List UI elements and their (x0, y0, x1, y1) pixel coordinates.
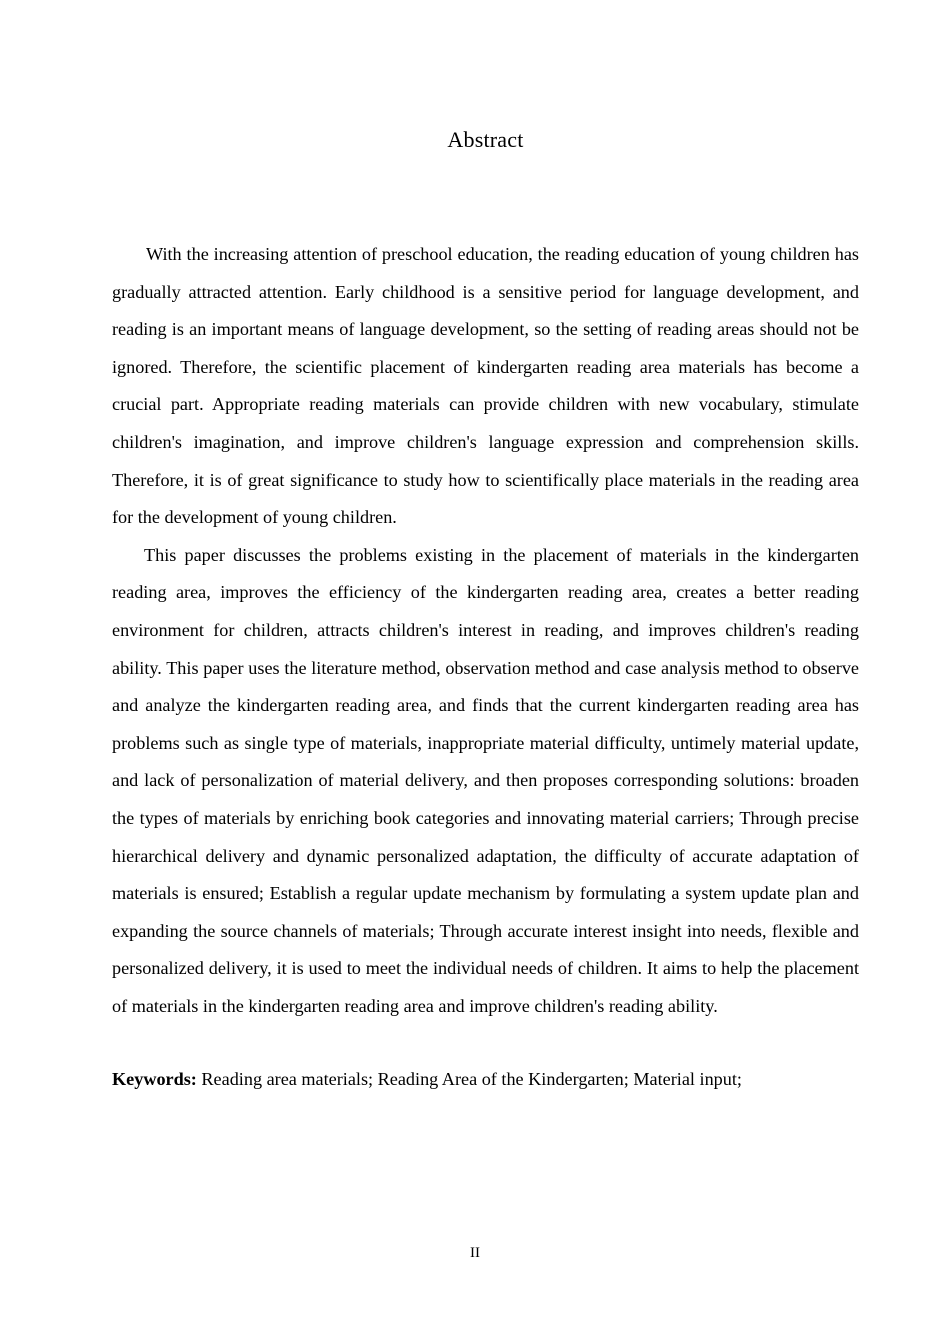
keywords-values: Reading area materials; Reading Area of the Kindergarten; Material input; (196, 1069, 742, 1090)
abstract-paragraph-2: This paper discusses the problems existing in the placement of materials in the kindergarten reading area, improves the efficiency of the kindergarten reading area, creates a better reading environment for children, attracts children's interest in reading, and improves children's reading ability. This paper uses the literature method, observation method and case analysis method to observe and analyze the kindergarten reading area, and finds that the current kindergarten reading area has problems such as single type of materials, inappropriate material difficulty, untimely material update, and lack of personalization of material delivery, and then proposes corresponding solutions: broaden the types of materials by enriching book categories and innovating material carriers; Through precise hierarchical delivery and dynamic personalized adaptation, the difficulty of accurate adaptation of materials is ensured; Establish a regular update mechanism by formulating a system update plan and expanding the source channels of materials; Through accurate interest insight into needs, flexible and personalized delivery, it is used to meet the individual needs of children. It aims to help the placement of materials in the kindergarten reading area and improve children's reading ability. (112, 544, 859, 1016)
abstract-body (112, 236, 859, 1099)
abstract-paragraph-1: With the increasing attention of preschool education, the reading education of young children has gradually attracted attention. Early childhood is a sensitive period for language development, and reading is an important means of language development, so the setting of reading areas should not be ignored. Therefore, the scientific placement of kindergarten reading area materials has become a crucial part. Appropriate reading materials can provide children with new vocabulary, stimulate children's imagination, and improve children's language expression and comprehension skills. Therefore, it is of great significance to study how to scientifically place materials in the reading area for the development of young children. (112, 244, 859, 528)
page-footer (0, 1243, 950, 1263)
keywords-label: Keywords: (112, 1069, 197, 1090)
page-content (112, 0, 859, 1099)
keywords-line (112, 1061, 859, 1099)
page-title: Abstract (447, 127, 524, 152)
page-number: II (470, 1245, 480, 1261)
